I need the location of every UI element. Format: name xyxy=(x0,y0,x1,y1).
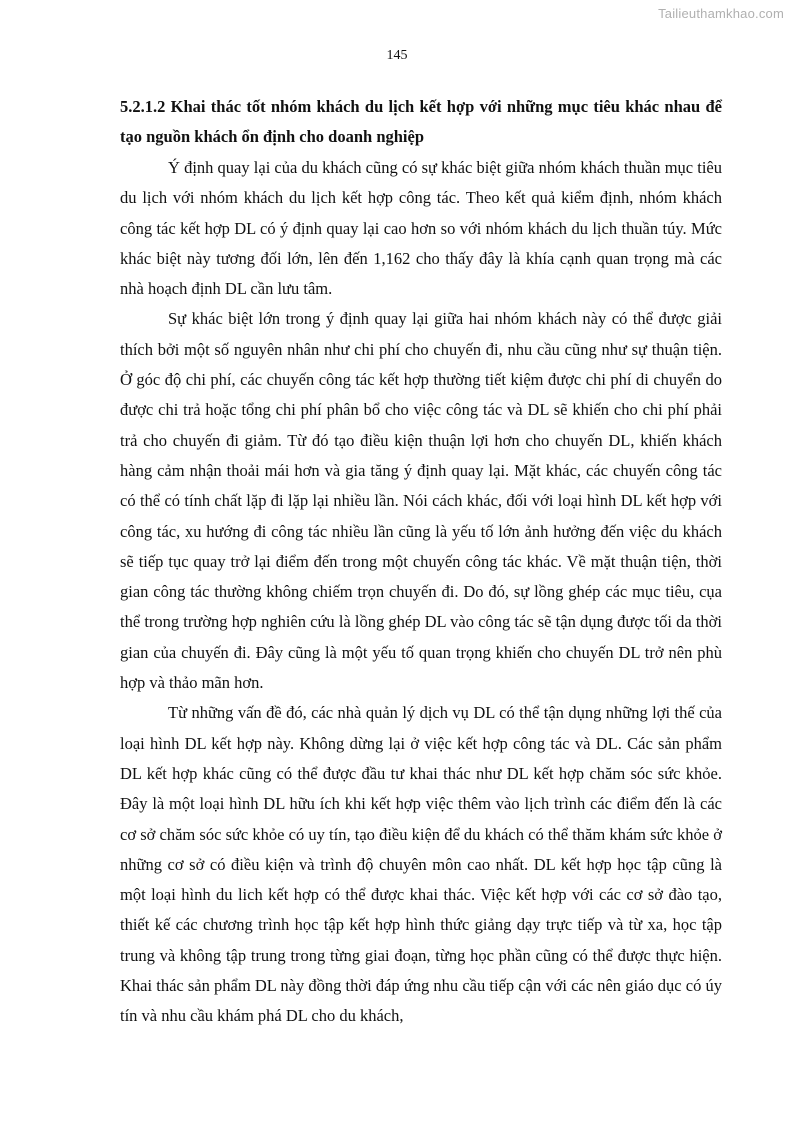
paragraph: Sự khác biệt lớn trong ý định quay lại giữa hai nhóm khách này có thể được giải thích bởi một số nguyên nhân như chi phí cho chuyến đi, nhu cầu cũng như sự thuận tiện. Ở góc độ chi phí, các chuyến công tác kết hợp thường tiết kiệm được chi phí di chuyển do được chi trả hoặc tổng chi phí phân bổ cho việc công tác và DL sẽ khiến cho chi phí phải trả cho chuyến đi giảm. Từ đó tạo điều kiện thuận lợi hơn cho chuyến DL, khiến khách hàng cảm nhận thoải mái hơn và gia tăng ý định quay lại. Mặt khác, các chuyến công tác có thể có tính chất lặp đi lặp lại nhiều lần. Nói cách khác, đối với loại hình DL kết hợp với công tác, xu hướng đi công tác nhiều lần cũng là yếu tố lớn ảnh hưởng đến việc du khách sẽ tiếp tục quay trở lại điểm đến trong một chuyến công tác khác. Về mặt thuận tiện, thời gian công tác thường không chiếm trọn chuyến đi. Do đó, sự lồng ghép các mục tiêu, cụa thể trong trường hợp nghiên cứu là lồng ghép DL vào công tác sẽ tận dụng được tối da thời gian của chuyến đi. Đây cũng là một yếu tố quan trọng khiến cho chuyến DL trở nên phù hợp và thảo mãn hơn. xyxy=(120,309,722,693)
document-body xyxy=(120,92,722,1032)
watermark: Tailieuthamkhao.com xyxy=(658,6,784,21)
paragraph: Ý định quay lại của du khách cũng có sự khác biệt giữa nhóm khách thuần mục tiêu du lịch với nhóm khách du lịch kết hợp công tác. Theo kết quả kiểm định, nhóm khách công tác kết hợp DL có ý định quay lại cao hơn so với nhóm khách du lịch thuần túy. Mức khác biệt này tương đối lớn, lên đến 1,162 cho thấy đây là khía cạnh quan trọng mà các nhà hoạch định DL cần lưu tâm. xyxy=(120,158,722,299)
paragraph: Từ những vấn đề đó, các nhà quản lý dịch vụ DL có thể tận dụng những lợi thế của loại hình DL kết hợp này. Không dừng lại ở việc kết hợp công tác và DL. Các sản phẩm DL kết hợp khác cũng có thể được đầu tư khai thác như DL kết hợp chăm sóc sức khỏe. Đây là một loại hình DL hữu ích khi kết hợp việc thêm vào lịch trình các điểm đến là các cơ sở chăm sóc sức khỏe có uy tín, tạo điều kiện để du khách có thể thăm khám sức khỏe ở những cơ sở có điều kiện và trình độ chuyên môn cao nhất. DL kết hợp học tập cũng là một loại hình du lich kết hợp có thể được khai thác. Việc kết hợp với các cơ sở đào tạo, thiết kế các chương trình học tập kết hợp hình thức giảng dạy trực tiếp và từ xa, học tập trung và không tập trung trong từng giai đoạn, từng học phần cũng có thể được thực hiện. Khai thác sản phẩm DL này đồng thời đáp ứng nhu cầu tiếp cận với các nên giáo dục có úy tín và nhu cầu khám phá DL cho du khách, xyxy=(120,703,722,1026)
section-heading: 5.2.1.2 Khai thác tốt nhóm khách du lịch kết hợp với những mục tiêu khác nhau để tạo nguồn khách ổn định cho doanh nghiệp xyxy=(120,97,722,146)
page-number: 145 xyxy=(386,48,408,63)
